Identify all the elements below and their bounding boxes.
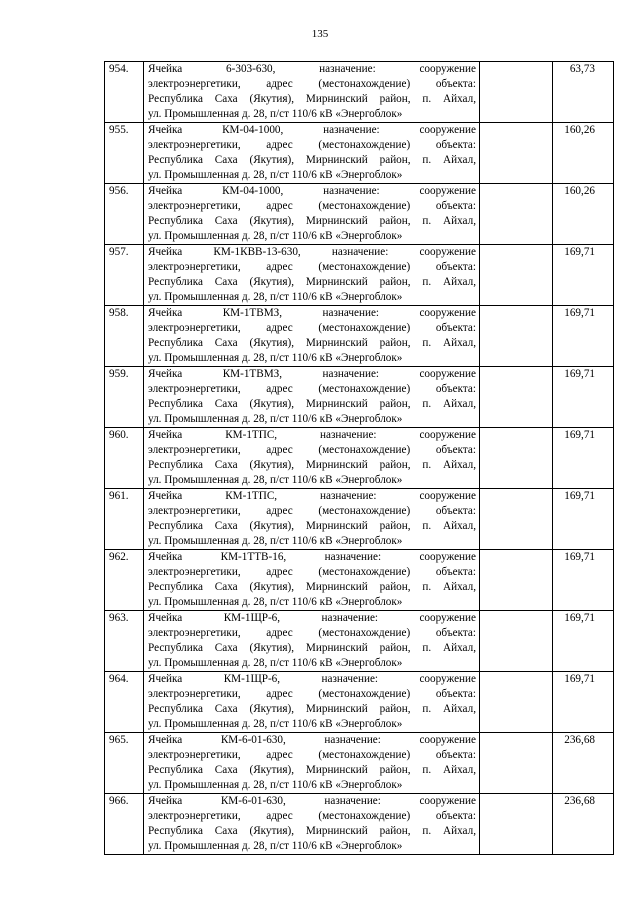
description-line: электроэнергетики, адрес (местонахождение) объекта: — [148, 200, 476, 212]
description-line: электроэнергетики, адрес (местонахождение) объекта: — [148, 444, 476, 456]
description-line: ул. Промышленная д. 28, п/ст 110/6 кВ «Энергоблок» — [148, 718, 403, 730]
table-body — [105, 62, 614, 855]
table-row — [105, 123, 614, 184]
description-line: ул. Промышленная д. 28, п/ст 110/6 кВ «Энергоблок» — [148, 596, 403, 608]
description-line: ул. Промышленная д. 28, п/ст 110/6 кВ «Энергоблок» — [148, 535, 403, 547]
table-row — [105, 550, 614, 611]
row-value: 169,71 — [553, 306, 614, 367]
empty-cell — [480, 489, 553, 550]
row-number: 961. — [105, 489, 144, 550]
row-description — [144, 550, 480, 611]
description-line: электроэнергетики, адрес (местонахождение) объекта: — [148, 810, 476, 822]
row-number: 962. — [105, 550, 144, 611]
row-description — [144, 306, 480, 367]
row-description — [144, 672, 480, 733]
description-line: Республика Саха (Якутия), Мирнинский район, п. Айхал, — [148, 154, 476, 166]
row-value: 169,71 — [553, 611, 614, 672]
row-number: 965. — [105, 733, 144, 794]
description-line: ул. Промышленная д. 28, п/ст 110/6 кВ «Энергоблок» — [148, 657, 403, 669]
description-line: ул. Промышленная д. 28, п/ст 110/6 кВ «Энергоблок» — [148, 108, 403, 120]
empty-cell — [480, 733, 553, 794]
row-number: 964. — [105, 672, 144, 733]
description-line: электроэнергетики, адрес (местонахождение) объекта: — [148, 261, 476, 273]
description-line: электроэнергетики, адрес (местонахождение) объекта: — [148, 139, 476, 151]
description-line: Ячейка КМ-1ТПС, назначение: сооружение — [148, 429, 476, 441]
description-line: Ячейка 6-303-630, назначение: сооружение — [148, 63, 476, 75]
row-description — [144, 123, 480, 184]
description-line: Республика Саха (Якутия), Мирнинский район, п. Айхал, — [148, 337, 476, 349]
row-value: 169,71 — [553, 489, 614, 550]
description-line: Ячейка КМ-1ТТВ-16, назначение: сооружение — [148, 551, 476, 563]
description-line: электроэнергетики, адрес (местонахождение) объекта: — [148, 383, 476, 395]
row-value: 169,71 — [553, 672, 614, 733]
row-value: 160,26 — [553, 184, 614, 245]
table-row — [105, 306, 614, 367]
description-line: Ячейка КМ-1ТВМЗ, назначение: сооружение — [148, 368, 476, 380]
description-line: электроэнергетики, адрес (местонахождение) объекта: — [148, 627, 476, 639]
empty-cell — [480, 794, 553, 855]
description-line: Ячейка КМ-04-1000, назначение: сооружение — [148, 185, 476, 197]
description-line: электроэнергетики, адрес (местонахождение) объекта: — [148, 688, 476, 700]
description-line: Ячейка КМ-6-01-630, назначение: сооружение — [148, 734, 476, 746]
description-line: Республика Саха (Якутия), Мирнинский район, п. Айхал, — [148, 459, 476, 471]
description-line: Республика Саха (Якутия), Мирнинский район, п. Айхал, — [148, 398, 476, 410]
empty-cell — [480, 367, 553, 428]
row-description — [144, 184, 480, 245]
table-row — [105, 489, 614, 550]
row-value: 236,68 — [553, 794, 614, 855]
empty-cell — [480, 184, 553, 245]
description-line: Республика Саха (Якутия), Мирнинский район, п. Айхал, — [148, 703, 476, 715]
empty-cell — [480, 672, 553, 733]
description-line: Ячейка КМ-1КВВ-13-630, назначение: сооружение — [148, 246, 476, 258]
description-line: Республика Саха (Якутия), Мирнинский район, п. Айхал, — [148, 520, 476, 532]
description-line: ул. Промышленная д. 28, п/ст 110/6 кВ «Энергоблок» — [148, 779, 403, 791]
row-description — [144, 794, 480, 855]
table-row — [105, 245, 614, 306]
row-number: 960. — [105, 428, 144, 489]
description-line: Республика Саха (Якутия), Мирнинский район, п. Айхал, — [148, 581, 476, 593]
row-value: 169,71 — [553, 550, 614, 611]
row-description — [144, 428, 480, 489]
property-table — [104, 61, 614, 855]
description-line: Ячейка КМ-6-01-630, назначение: сооружение — [148, 795, 476, 807]
description-line: Ячейка КМ-1ТПС, назначение: сооружение — [148, 490, 476, 502]
description-line: Ячейка КМ-1ЩР-6, назначение: сооружение — [148, 612, 476, 624]
row-number: 959. — [105, 367, 144, 428]
table-row — [105, 184, 614, 245]
row-number: 963. — [105, 611, 144, 672]
row-description — [144, 489, 480, 550]
row-number: 958. — [105, 306, 144, 367]
description-line: ул. Промышленная д. 28, п/ст 110/6 кВ «Энергоблок» — [148, 413, 403, 425]
row-description — [144, 733, 480, 794]
row-value: 169,71 — [553, 428, 614, 489]
description-line: электроэнергетики, адрес (местонахождение) объекта: — [148, 78, 476, 90]
row-description — [144, 611, 480, 672]
description-line: Ячейка КМ-04-1000, назначение: сооружение — [148, 124, 476, 136]
row-description — [144, 62, 480, 123]
description-line: Республика Саха (Якутия), Мирнинский район, п. Айхал, — [148, 825, 476, 837]
description-line: Республика Саха (Якутия), Мирнинский район, п. Айхал, — [148, 764, 476, 776]
row-number: 955. — [105, 123, 144, 184]
description-line: Республика Саха (Якутия), Мирнинский район, п. Айхал, — [148, 215, 476, 227]
table-row — [105, 672, 614, 733]
table-row — [105, 794, 614, 855]
empty-cell — [480, 62, 553, 123]
description-line: ул. Промышленная д. 28, п/ст 110/6 кВ «Энергоблок» — [148, 840, 403, 852]
row-description — [144, 245, 480, 306]
description-line: Ячейка КМ-1ЩР-6, назначение: сооружение — [148, 673, 476, 685]
row-number: 954. — [105, 62, 144, 123]
row-description — [144, 367, 480, 428]
empty-cell — [480, 611, 553, 672]
empty-cell — [480, 123, 553, 184]
row-value: 169,71 — [553, 367, 614, 428]
description-line: электроэнергетики, адрес (местонахождение) объекта: — [148, 505, 476, 517]
row-value: 63,73 — [553, 62, 614, 123]
description-line: электроэнергетики, адрес (местонахождение) объекта: — [148, 566, 476, 578]
row-value: 169,71 — [553, 245, 614, 306]
table-row — [105, 733, 614, 794]
empty-cell — [480, 245, 553, 306]
table-row — [105, 367, 614, 428]
row-number: 956. — [105, 184, 144, 245]
description-line: ул. Промышленная д. 28, п/ст 110/6 кВ «Энергоблок» — [148, 352, 403, 364]
empty-cell — [480, 550, 553, 611]
row-number: 966. — [105, 794, 144, 855]
description-line: Республика Саха (Якутия), Мирнинский район, п. Айхал, — [148, 276, 476, 288]
description-line: ул. Промышленная д. 28, п/ст 110/6 кВ «Энергоблок» — [148, 474, 403, 486]
table-row — [105, 428, 614, 489]
description-line: Республика Саха (Якутия), Мирнинский район, п. Айхал, — [148, 642, 476, 654]
row-value: 160,26 — [553, 123, 614, 184]
row-number: 957. — [105, 245, 144, 306]
empty-cell — [480, 306, 553, 367]
page-number: 135 — [311, 28, 329, 40]
table-row — [105, 62, 614, 123]
description-line: Ячейка КМ-1ТВМЗ, назначение: сооружение — [148, 307, 476, 319]
table-row — [105, 611, 614, 672]
description-line: ул. Промышленная д. 28, п/ст 110/6 кВ «Энергоблок» — [148, 230, 403, 242]
description-line: ул. Промышленная д. 28, п/ст 110/6 кВ «Энергоблок» — [148, 291, 403, 303]
row-value: 236,68 — [553, 733, 614, 794]
description-line: электроэнергетики, адрес (местонахождение) объекта: — [148, 749, 476, 761]
empty-cell — [480, 428, 553, 489]
description-line: ул. Промышленная д. 28, п/ст 110/6 кВ «Энергоблок» — [148, 169, 403, 181]
description-line: Республика Саха (Якутия), Мирнинский район, п. Айхал, — [148, 93, 476, 105]
description-line: электроэнергетики, адрес (местонахождение) объекта: — [148, 322, 476, 334]
